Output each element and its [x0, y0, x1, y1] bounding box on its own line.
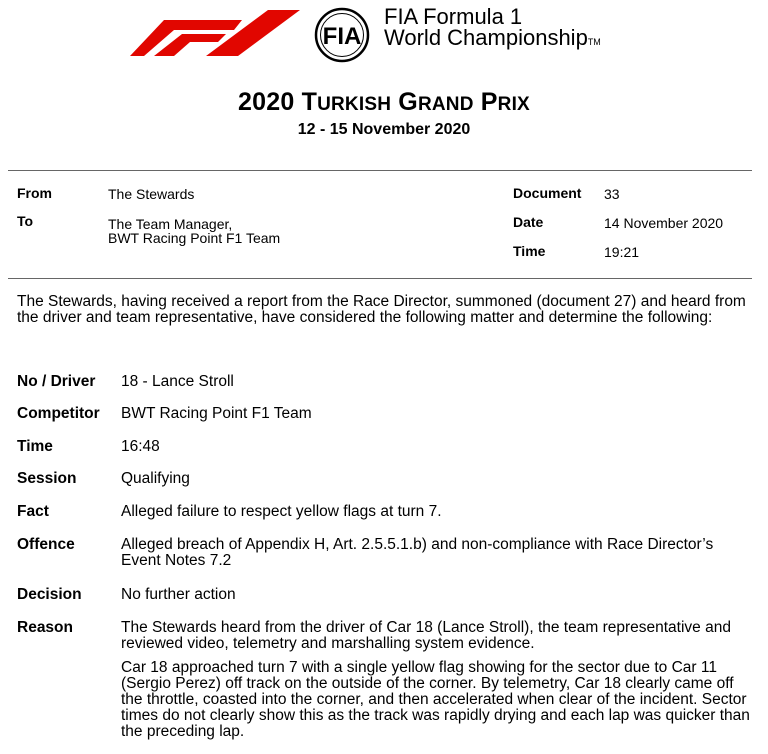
competitor-label: Competitor: [17, 405, 100, 422]
competitor-value: BWT Racing Point F1 Team: [121, 405, 312, 422]
decision-label: Decision: [17, 586, 82, 603]
date-value: 14 November 2020: [604, 215, 724, 231]
intro-paragraph: The Stewards, having received a report from the Race Director, summoned (document 27) and heard from the driver and team representative, have considered the following matter and determine the following:: [17, 293, 746, 326]
document-label: Document: [513, 185, 582, 201]
fia-seal-icon: [303, 6, 381, 64]
driver-label: No / Driver: [17, 373, 96, 390]
to-label: To: [17, 213, 34, 229]
session-label: Session: [17, 470, 77, 487]
offence-label: Offence: [17, 536, 75, 553]
fact-label: Fact: [17, 503, 49, 520]
document-header: [0, 0, 768, 70]
to-value-line2: BWT Racing Point F1 Team: [108, 230, 281, 246]
session-value: Qualifying: [121, 470, 190, 487]
incident-time-value: 16:48: [121, 438, 160, 455]
divider-bottom: [8, 278, 752, 279]
time-value: 19:21: [604, 244, 640, 260]
from-label: From: [17, 185, 52, 201]
event-dates: 12 - 15 November 2020: [297, 121, 471, 138]
reason-paragraph-1: The Stewards heard from the driver of Car 18 (Lance Stroll), the team representative and reviewed video, telemetry and marshalling system evidence.: [121, 619, 731, 652]
from-value: The Stewards: [108, 186, 195, 202]
brand-line2: World ChampionshipTM: [384, 25, 601, 50]
svg-text:FIA: FIA: [322, 23, 362, 50]
brand-wordmark: [384, 6, 601, 53]
reason-label: Reason: [17, 619, 73, 636]
fact-value: Alleged failure to respect yellow flags at turn 7.: [121, 503, 442, 520]
divider-top: [8, 170, 752, 171]
brand-line1: FIA Formula 1: [384, 4, 523, 29]
f1-logo: [130, 10, 300, 56]
trademark-mark: TM: [587, 37, 601, 47]
document-value: 33: [604, 186, 620, 202]
event-title: 2020 TURKISH GRAND PRIX: [238, 88, 530, 116]
to-value-line1: The Team Manager,: [108, 216, 233, 232]
offence-value: Alleged breach of Appendix H, Art. 2.5.5.1.b) and non-compliance with Race Director’s Event Notes 7.2: [121, 536, 714, 569]
driver-value: 18 - Lance Stroll: [121, 373, 234, 390]
time-label: Time: [513, 243, 546, 259]
decision-value: No further action: [121, 586, 236, 603]
reason-paragraph-2: Car 18 approached turn 7 with a single yellow flag showing for the sector due to Car 11 (Sergio Perez) off track on the outside of the corner. By telemetry, Car 18 clearly came off the throttle, coasted into the corner, and then accelerated when clear of the incident. Sector times do not clearly show this as the track was rapidly drying and each lap was quicker than the preceding lap.: [121, 659, 750, 740]
incident-time-label: Time: [17, 438, 53, 455]
date-label: Date: [513, 214, 544, 230]
